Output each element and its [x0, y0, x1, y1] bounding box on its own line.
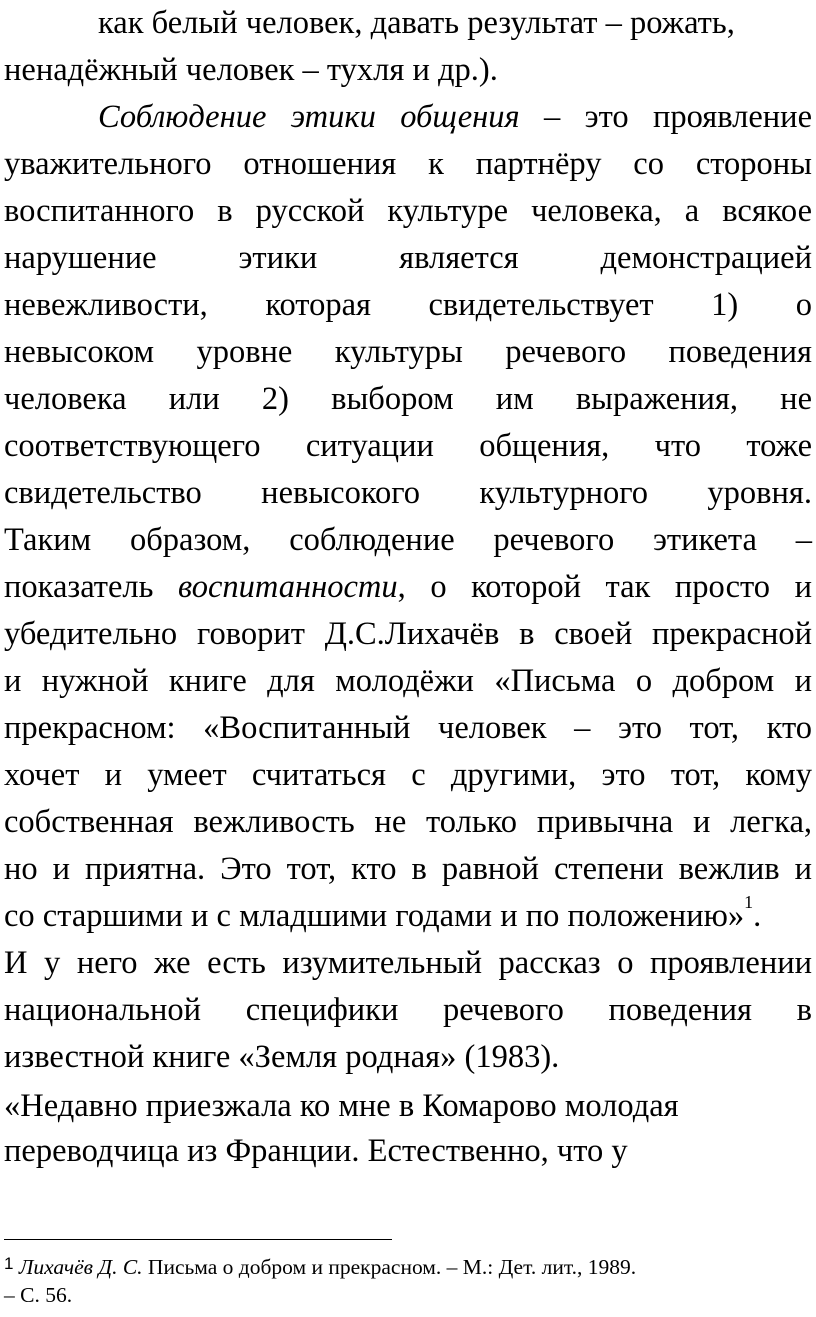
text-span: показатель [4, 569, 179, 605]
text-line: и нужной книге для молодёжи «Письма о добром и [4, 663, 812, 699]
text-line: невежливости, которая свидетельствует 1) о [4, 287, 812, 323]
text-line [4, 893, 812, 940]
text-line: свидетельство невысокого культурного уровня. [4, 475, 812, 511]
text-line: национальной специфики речевого поведения в [4, 992, 812, 1028]
text-line [4, 0, 812, 47]
text-line: известной книге «Земля родная» (1983). [4, 1039, 560, 1075]
text-line: невысоком уровне культуры речевого поведения [4, 334, 812, 370]
footnote-reference[interactable]: 1 [744, 892, 754, 912]
text-line: воспитанного в русской культуре человека, а всякое [4, 193, 812, 229]
text-span: , о которой так просто и [397, 569, 812, 605]
text-line: прекрасном: «Воспитанный человек – это тот, кто [4, 710, 812, 746]
text-line: И у него же есть изумительный рассказ о проявлении [4, 945, 812, 981]
quote-paragraph [4, 1083, 812, 1173]
footnote-separator [4, 1239, 392, 1240]
text-line [4, 564, 812, 611]
text-line: но и приятна. Это тот, кто в равной степени вежлив и [4, 851, 812, 887]
footnote-line [4, 1250, 810, 1281]
text-line: соответствующего ситуации общения, что тоже [4, 428, 812, 464]
body-text [4, 0, 812, 1173]
text-line: Таким образом, соблюдение речевого этикета – [4, 522, 812, 558]
text-span: . [753, 898, 762, 934]
emphasis-term: Соблюдение этики общения [98, 99, 520, 135]
text-line: переводчица из Франции. Естественно, что у [4, 1133, 628, 1169]
text-line: уважительного отношения к партнёру со стороны [4, 146, 812, 182]
text-line: нарушение этики является демонстрацией [4, 240, 812, 276]
text-line [4, 47, 812, 94]
footnote-mark: 1 [4, 1254, 14, 1273]
text-line: «Недавно приезжала ко мне в Комарово молодая [4, 1088, 679, 1124]
text-line: человека или 2) выбором им выражения, не [4, 381, 812, 417]
footnote-text: Письма о добром и прекрасном. – М.: Дет. лит., 1989. [142, 1255, 637, 1279]
text-span: ненадёжный человек – тухля и др.). [4, 52, 498, 88]
footnote-line: – С. 56. [4, 1283, 73, 1307]
text-line: убедительно говорит Д.С.Лихачёв в своей прекрасной [4, 616, 812, 652]
text-span: как белый человек, давать результат – рожать, [98, 5, 735, 41]
text-span: – это проявление [519, 99, 812, 135]
text-span: со старшими и с младшими годами и по положению» [4, 898, 745, 934]
text-line: хочет и умеет считаться с другими, это тот, кому [4, 757, 812, 793]
footnote-author: Лихачёв Д. С. [18, 1255, 143, 1279]
emphasis-term: воспитанности [178, 569, 398, 605]
text-line: собственная вежливость не только привычна и легка, [4, 804, 812, 840]
footnote [4, 1250, 810, 1309]
text-line [4, 94, 812, 141]
